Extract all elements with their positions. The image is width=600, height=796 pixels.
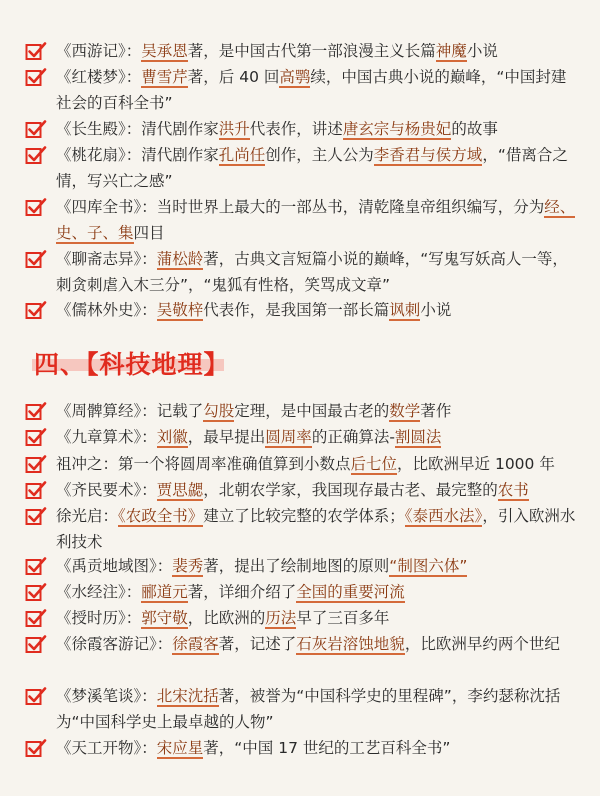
highlighted-term: 数学 [389,402,421,420]
check-icon [25,426,47,448]
highlighted-term: 圆周率 [265,428,312,446]
check-icon [25,633,47,655]
text-segment: 《九章算术》： [56,428,157,446]
highlighted-term: 后七位 [350,455,398,473]
check-icon [25,299,47,321]
list-item [33,503,578,555]
list-item-text [33,735,578,761]
list-item-text [33,605,578,631]
text-segment: 著，详细介绍了 [187,583,297,601]
list-item-text [33,116,578,142]
text-segment: ，北朝农学家，我国现存最古老、最完整的 [203,481,498,499]
text-segment: 著，古典文言短篇小说的巅峰，“写鬼写妖高人一等，刺贪刺虐入木三分”，“鬼狐有性格，笑骂成文章” [56,250,568,294]
text-segment: 《水经注》： [56,583,142,601]
list-item-text [33,579,578,605]
list-item-text [33,477,578,503]
text-segment: 《徐霞客游记》： [56,635,173,653]
text-segment: 代表作，是我国第一部长篇 [203,301,390,319]
highlighted-term: 神魔 [435,42,467,60]
text-segment: 的故事 [451,120,498,138]
check-icon [25,400,47,422]
highlighted-term: 割圆法 [394,428,442,446]
text-segment: 《周髀算经》：记载了 [56,402,204,420]
highlighted-term: 贾思勰 [156,481,204,499]
text-segment: 《西游记》： [56,42,142,60]
text-segment: 《桃花扇》：清代剧作家 [56,146,219,164]
list-item [33,477,578,503]
list-item-text [33,297,578,323]
text-segment: ，“借离合之情，写兴亡之感” [56,146,568,190]
list-item [33,398,578,424]
list-item-text [33,246,578,298]
text-segment: 著，“中国 17 世纪的工艺百科全书” [203,739,451,757]
text-segment: 建立了比较完整的农学体系； [203,507,405,525]
highlighted-term: 裴秀 [172,557,204,575]
text-segment: 小说 [420,301,452,319]
check-icon [25,555,47,577]
list-item-text [33,194,578,246]
text-segment: 的正确算法- [311,428,395,446]
highlighted-term: 郦道元 [141,583,188,601]
list-item [33,579,578,605]
text-segment: 著，后 40 回 [187,68,280,86]
text-segment: 创作，主人公为 [265,146,374,164]
list-item [33,631,578,657]
highlighted-term: 吴敬梓 [156,301,204,319]
highlighted-term: “制图六体” [389,557,468,575]
text-segment: ，比欧洲早约两个世纪 [404,635,560,653]
text-segment: 著，提出了绘制地图的原则 [203,557,390,575]
highlighted-term: 经、史、子、集 [56,198,576,242]
highlighted-term: 李香君与侯方域 [373,146,483,164]
list-item [33,605,578,631]
text-segment: 《授时历》： [56,609,142,627]
list-item [33,64,578,116]
list-item-text [33,398,578,424]
list-item [33,116,578,142]
text-segment: 早了三百多年 [296,609,390,627]
highlighted-term: 农书 [497,481,529,499]
check-icon [25,118,47,140]
highlighted-term: 刘徽 [156,428,188,446]
highlighted-term: 孔尚任 [218,146,266,164]
highlighted-term: 吴承恩 [141,42,188,60]
highlighted-term: 全国的重要河流 [296,583,405,601]
check-icon [25,581,47,603]
list-item-text [33,64,578,116]
highlighted-term: 北宋沈括 [156,687,219,705]
text-segment: 《齐民要术》： [56,481,157,499]
highlighted-term: 《农政全书》 [118,507,204,525]
check-icon [25,453,47,475]
list-item [33,683,578,735]
text-segment: 定理，是中国最古老的 [234,402,390,420]
list-item-text [33,631,578,657]
highlighted-term: 《泰西水法》 [404,507,483,525]
highlighted-term: 徐霞客 [172,635,219,653]
list-item [33,142,578,194]
highlighted-term: 洪升 [218,120,250,138]
text-segment: 四目 [133,224,165,242]
check-icon [25,66,47,88]
list-item-text [33,38,578,64]
highlighted-term: 曹雪芹 [141,68,188,86]
check-icon [25,737,47,759]
highlighted-term: 宋应星 [156,739,204,757]
list-item-text [33,553,578,579]
list-item-text [33,683,578,735]
text-segment: 《四库全书》：当时世界上最大的一部丛书，清乾隆皇帝组织编写，分为 [56,198,545,216]
text-segment: 祖冲之：第一个将圆周率准确值算到小数点 [56,455,351,473]
check-icon [25,40,47,62]
list-item [33,246,578,298]
text-segment: 《聊斋志异》： [56,250,157,268]
text-segment: 著，是中国古代第一部浪漫主义长篇 [187,42,436,60]
text-segment: 代表作，讲述 [249,120,343,138]
text-segment: 《天工开物》： [56,739,157,757]
section-title [34,345,230,381]
list-item [33,297,578,323]
highlighted-term: 讽刺 [389,301,421,319]
list-item-text [33,424,578,450]
text-segment: 著，记述了 [218,635,297,653]
text-segment: ，比欧洲的 [187,609,266,627]
highlighted-term: 石灰岩溶蚀地貌 [296,635,405,653]
check-icon [25,505,47,527]
list-item [33,735,578,761]
text-segment: ，最早提出 [187,428,266,446]
text-segment: 小说 [466,42,498,60]
list-item-text [33,503,578,555]
check-icon [25,607,47,629]
text-segment: 徐光启： [56,507,119,525]
text-segment: 《梦溪笔谈》： [56,687,157,705]
highlighted-term: 高鹗 [279,68,311,86]
text-segment: ，引入欧洲水利技术 [56,507,576,551]
highlighted-term: 蒲松龄 [156,250,204,268]
text-segment: ，比欧洲早近 1000 年 [397,455,555,473]
text-segment: 《儒林外史》： [56,301,157,319]
list-item [33,194,578,246]
text-segment: 《禹贡地域图》： [56,557,173,575]
list-item [33,424,578,450]
text-segment: 著作 [420,402,452,420]
list-item-text [33,451,578,477]
highlighted-term: 郭守敬 [141,609,188,627]
check-icon [25,685,47,707]
text-segment: 《红楼梦》： [56,68,142,86]
check-icon [25,479,47,501]
list-item-text [33,142,578,194]
section-title-text: 四、【科技地理】 [34,350,230,379]
text-segment: 《长生殿》：清代剧作家 [56,120,219,138]
highlighted-term: 历法 [265,609,297,627]
check-icon [25,248,47,270]
text-segment: 著，被誉为“中国科学史的里程碑”，李约瑟称沈括为“中国科学史上最卓越的人物” [56,687,561,731]
highlighted-term: 唐玄宗与杨贵妃 [342,120,452,138]
check-icon [25,144,47,166]
check-icon [25,196,47,218]
list-item [33,451,578,477]
highlighted-term: 勾股 [203,402,235,420]
list-item [33,38,578,64]
list-item [33,553,578,579]
text-segment: 续，中国古典小说的巅峰，“中国封建社会的百科全书” [56,68,567,112]
